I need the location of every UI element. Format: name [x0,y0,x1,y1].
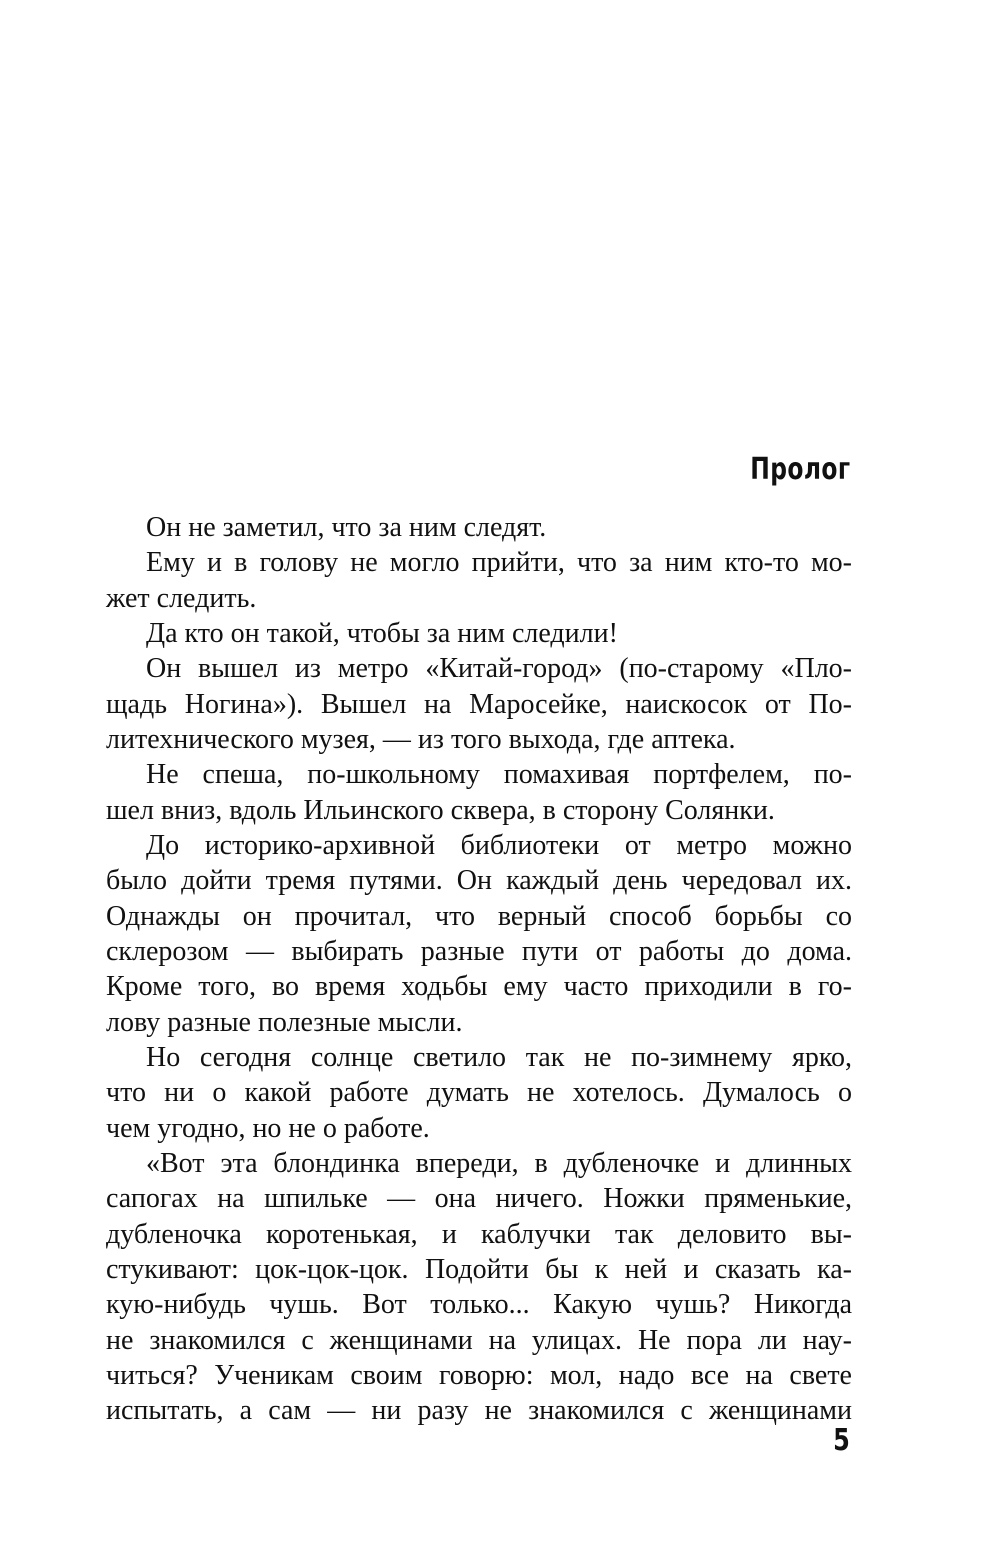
text-line: Не спеша, по-школьному помахивая портфелем, по- [146,759,852,791]
text-line: шел вниз, вдоль Ильинского сквера, в сторону Солянки. [106,794,775,826]
text-line: «Вот эта блондинка впереди, в дубленочке и длинных [146,1147,852,1179]
text-line: До историко-архивной библиотеки от метро можно [146,829,852,861]
text-line: кую-нибудь чушь. Вот только... Какую чушь? Никогда [106,1289,852,1321]
text-line: Кроме того, во время ходьбы ему часто приходили в го- [106,971,852,1003]
text-line: литехнического музея, — из того выхода, где аптека. [106,723,736,755]
text-line: что ни о какой работе думать не хотелось. Думалось о [106,1077,852,1109]
text-line: Он вышел из метро «Китай-город» (по-старому «Пло- [146,653,852,685]
text-line: Но сегодня солнце светило так не по-зимнему ярко, [146,1041,852,1073]
text-line: не знакомился с женщинами на улицах. Не пора ли нау- [106,1324,852,1356]
text-line: склерозом — выбирать разные пути от работы до дома. [106,935,852,967]
page-number: 5 [833,1423,850,1458]
text-line: Он не заметил, что за ним следят. [146,512,547,543]
text-line: испытать, а сам — ни разу не знакомился с женщинами [106,1395,852,1427]
text-line: чем угодно, но не о работе. [106,1112,430,1144]
text-line: сапогах на шпильке — она ничего. Ножки пряменькие, [106,1183,852,1215]
text-line: читься? Ученикам своим говорю: мол, надо все на свете [106,1359,852,1391]
text-line: дубленочка коротенькая, и каблучки так деловито вы- [106,1218,852,1250]
chapter-title: Пролог [749,452,850,487]
text-line: лову разные полезные мысли. [106,1006,463,1038]
text-line: стукивают: цок-цок-цок. Подойти бы к ней и сказать ка- [106,1253,852,1285]
text-line: было дойти тремя путями. Он каждый день чередовал их. [106,865,852,897]
body-text [106,510,852,1429]
text-line: щадь Ногина»). Вышел на Маросейке, наискосок от По- [106,688,852,720]
text-line: жет следить. [106,582,257,614]
text-line: Однажды он прочитал, что верный способ борьбы со [106,900,852,932]
text-line: Да кто он такой, чтобы за ним следили! [146,617,618,649]
text-line: Ему и в голову не могло прийти, что за ним кто-то мо- [146,547,852,579]
